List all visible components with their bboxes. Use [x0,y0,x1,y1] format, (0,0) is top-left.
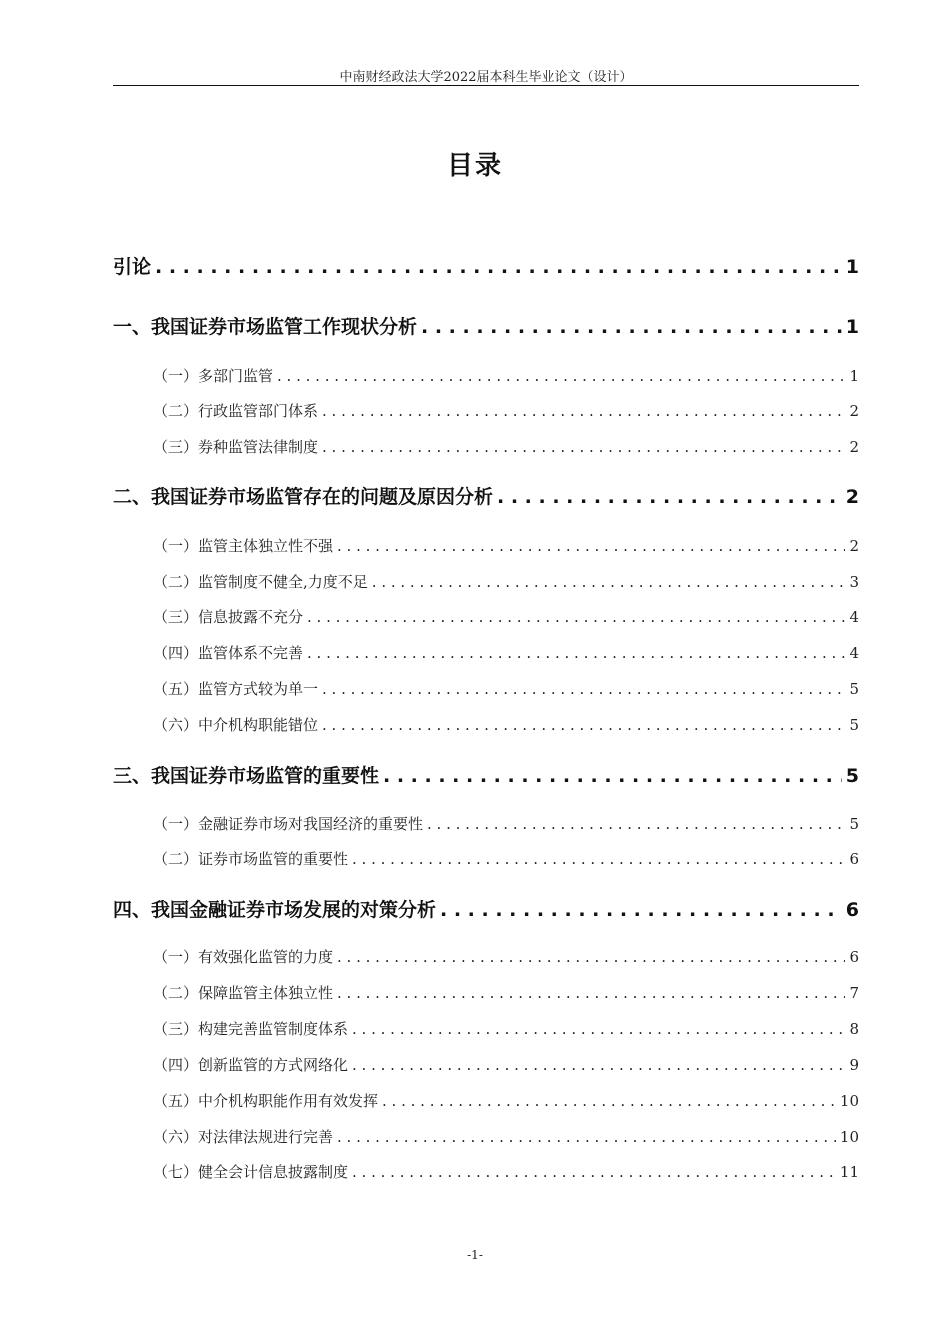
page-number-footer: -1- [467,1248,483,1262]
toc-entry[interactable] [153,1161,859,1182]
toc-entry-title: 四、我国金融证券市场发展的对策分析 [113,899,437,921]
toc-entry[interactable] [113,482,859,509]
toc-page-number: 6 [849,850,859,868]
toc-leader-dots [337,948,845,966]
toc-page-number: 6 [849,948,859,966]
toc-entry[interactable] [153,678,859,699]
toc-page-number: 5 [845,765,859,787]
toc-leader-dots [307,608,845,626]
toc-entry[interactable] [153,436,859,457]
toc-entry[interactable] [153,365,859,386]
toc-entry-title: 三、我国证券市场监管的重要性 [113,765,380,787]
toc-entry-title: （三）构建完善监管制度体系 [153,1020,349,1038]
toc-page-number: 10 [839,1128,859,1146]
toc-entry-title: （一）有效强化监管的力度 [153,948,334,966]
toc-entry-title: 二、我国证券市场监管存在的问题及原因分析 [113,486,494,508]
toc-entry-title: （三）信息披露不充分 [153,608,304,626]
toc-entry-title: （五）监管方式较为单一 [153,680,319,698]
toc-leader-dots [337,1128,836,1146]
toc-page-number: 2 [845,486,859,508]
toc-page-number: 7 [849,984,859,1002]
toc-leader-dots [372,573,846,591]
toc-leader-dots [277,367,845,385]
toc-entry-title: （三）券种监管法律制度 [153,438,319,456]
toc-leader-dots [382,1092,836,1110]
toc-leader-dots [337,537,845,555]
page-header: 中南财经政法大学2022届本科生毕业论文（设计） [339,70,633,85]
toc-leader-dots [427,815,845,833]
toc-entry[interactable] [153,982,859,1003]
toc-leader-dots [307,644,845,662]
toc-page-number: 8 [849,1020,859,1038]
toc-entry-title: 一、我国证券市场监管工作现状分析 [113,316,418,338]
toc-page-number: 5 [849,815,859,833]
toc-page-number: 2 [849,438,859,456]
toc-leader-dots [383,765,842,787]
toc-entry-title: （七）健全会计信息披露制度 [153,1163,349,1181]
toc-entry[interactable] [153,848,859,869]
toc-entry-title: （二）行政监管部门体系 [153,402,319,420]
toc-entry[interactable] [153,606,859,627]
toc-entry[interactable] [153,642,859,663]
toc-page-number: 10 [839,1092,859,1110]
toc-page-number: 4 [849,608,859,626]
toc-page-number: 5 [849,680,859,698]
toc-entry[interactable] [153,714,859,735]
toc-entry[interactable] [153,946,859,967]
toc-entry[interactable] [153,1090,859,1111]
toc-entry[interactable] [113,895,859,922]
toc-page-number: 2 [849,537,859,555]
toc-entry-title: 引论 [113,256,152,278]
toc-entry-title: （一）多部门监管 [153,367,274,385]
toc-leader-dots [497,486,842,508]
toc-leader-dots [322,438,845,456]
toc-entry[interactable] [153,535,859,556]
toc-entry-title: （四）监管体系不完善 [153,644,304,662]
toc-entry[interactable] [153,1126,859,1147]
toc-entry-title: （二）证券市场监管的重要性 [153,850,349,868]
toc-page-number: 6 [845,899,859,921]
toc-page-number: 1 [845,316,859,338]
toc-entry-title: （六）中介机构职能错位 [153,716,319,734]
toc-entry[interactable] [153,571,859,592]
toc-entry[interactable] [113,252,859,279]
toc-page-number: 1 [849,367,859,385]
toc-page-number: 5 [849,716,859,734]
toc-leader-dots [352,850,845,868]
toc-leader-dots [322,402,845,420]
toc-entry-title: （四）创新监管的方式网络化 [153,1056,349,1074]
toc-leader-dots [322,680,845,698]
toc-leader-dots [155,256,842,278]
toc-leader-dots [352,1056,845,1074]
toc-entry-title: （二）保障监管主体独立性 [153,984,334,1002]
toc-entry[interactable] [153,400,859,421]
toc-entry[interactable] [113,312,859,339]
toc-entry[interactable] [153,1018,859,1039]
toc-leader-dots [440,899,842,921]
toc-leader-dots [421,316,842,338]
toc-leader-dots [352,1020,845,1038]
toc-page-number: 1 [845,256,859,278]
toc-entry[interactable] [153,1054,859,1075]
toc-page-number: 9 [849,1056,859,1074]
toc-page-number: 2 [849,402,859,420]
toc-leader-dots [337,984,845,1002]
toc-page-number: 11 [839,1163,859,1181]
toc-leader-dots [322,716,845,734]
toc-entry-title: （一）监管主体独立性不强 [153,537,334,555]
toc-leader-dots [352,1163,836,1181]
page-title: 目录 [446,151,503,181]
toc-entry[interactable] [153,813,859,834]
toc-entry-title: （二）监管制度不健全,力度不足 [153,573,368,591]
toc-page-number: 3 [849,573,859,591]
table-of-contents [113,0,859,1344]
toc-page-number: 4 [849,644,859,662]
toc-entry-title: （六）对法律法规进行完善 [153,1128,334,1146]
toc-entry-title: （一）金融证券市场对我国经济的重要性 [153,815,424,833]
toc-entry[interactable] [113,761,859,788]
toc-entry-title: （五）中介机构职能作用有效发挥 [153,1092,379,1110]
